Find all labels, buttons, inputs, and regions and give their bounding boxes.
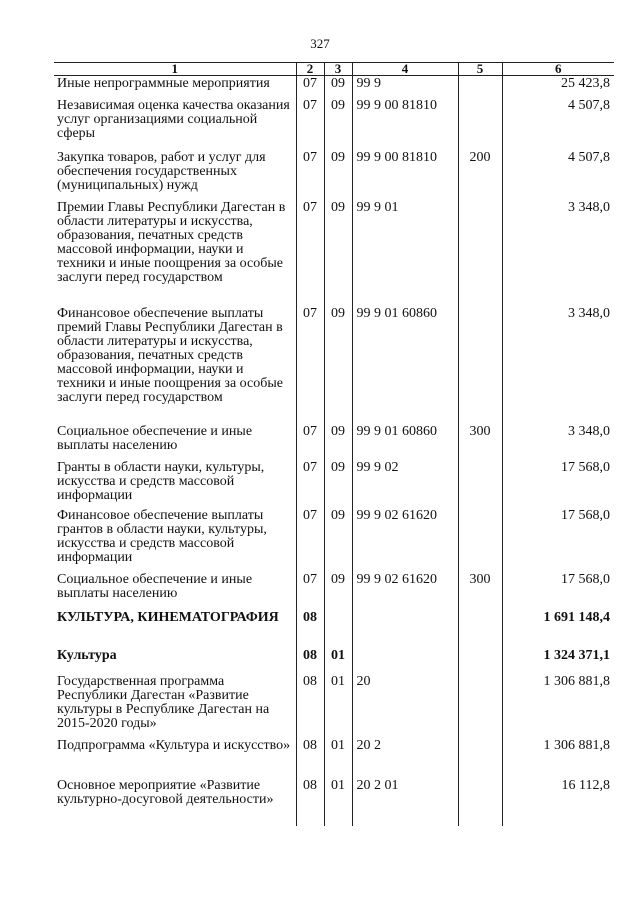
row-section: 07 — [296, 150, 324, 200]
row-section: 07 — [296, 508, 324, 572]
row-expense-type — [458, 674, 502, 738]
header-col-3: 3 — [324, 63, 352, 76]
row-subsection: 09 — [324, 572, 352, 610]
row-subsection — [324, 610, 352, 648]
header-col-5: 5 — [458, 63, 502, 76]
row-name: Подпрограмма «Культура и искусство» — [57, 737, 291, 753]
row-section: 07 — [296, 306, 324, 424]
row-section: 07 — [296, 424, 324, 460]
row-amount: 17 568,0 — [502, 460, 614, 508]
row-section: 08 — [296, 610, 324, 648]
table-row — [54, 648, 614, 674]
row-target-article: 99 9 02 61620 — [352, 572, 458, 610]
row-subsection: 09 — [324, 98, 352, 150]
row-section: 07 — [296, 572, 324, 610]
row-expense-type: 300 — [458, 572, 502, 610]
row-target-article: 20 2 01 — [352, 778, 458, 826]
table-row — [54, 610, 614, 648]
row-subsection: 09 — [324, 150, 352, 200]
row-target-article: 20 2 — [352, 738, 458, 778]
row-amount: 3 348,0 — [502, 306, 614, 424]
row-target-article: 99 9 — [352, 76, 458, 98]
row-section: 07 — [296, 460, 324, 508]
row-target-article — [352, 610, 458, 648]
row-name: Финансовое обеспечение выплаты грантов в области науки, культуры, искусства и средств массовой информации — [57, 507, 267, 565]
row-section: 08 — [296, 738, 324, 778]
row-expense-type — [458, 200, 502, 306]
row-name: Социальное обеспечение и иные выплаты населению — [57, 571, 253, 601]
row-subsection: 09 — [324, 460, 352, 508]
row-amount: 4 507,8 — [502, 98, 614, 150]
row-amount: 17 568,0 — [502, 572, 614, 610]
row-target-article: 20 — [352, 674, 458, 738]
row-expense-type: 300 — [458, 424, 502, 460]
row-expense-type — [458, 460, 502, 508]
row-expense-type — [458, 76, 502, 98]
row-section: 07 — [296, 98, 324, 150]
row-amount: 25 423,8 — [502, 76, 614, 98]
table-row — [54, 738, 614, 778]
row-name: Иные непрограммные мероприятия — [57, 76, 270, 91]
row-section: 08 — [296, 648, 324, 674]
table-row — [54, 508, 614, 572]
row-expense-type — [458, 508, 502, 572]
table-row — [54, 306, 614, 424]
table-row — [54, 150, 614, 200]
row-target-article: 99 9 02 — [352, 460, 458, 508]
row-name: Государственная программа Республики Дагестан «Развитие культуры в Республике Дагестан на 2015-2020 годы» — [57, 673, 270, 731]
header-col-4: 4 — [352, 63, 458, 76]
budget-table — [54, 62, 614, 826]
row-amount: 16 112,8 — [502, 778, 614, 826]
row-section: 08 — [296, 778, 324, 826]
row-subsection: 09 — [324, 76, 352, 98]
row-subsection: 09 — [324, 306, 352, 424]
table-row — [54, 76, 614, 98]
table-row — [54, 460, 614, 508]
row-subsection: 01 — [324, 738, 352, 778]
row-section: 07 — [296, 200, 324, 306]
row-name: Премии Главы Республики Дагестан в области литературы и искусства, образования, печатных средств массовой информации, науки и техники и иные поощрения за особые заслуги перед государством — [57, 199, 286, 285]
table-row — [54, 572, 614, 610]
row-subsection: 01 — [324, 778, 352, 826]
row-target-article: 99 9 01 60860 — [352, 424, 458, 460]
row-name: Независимая оценка качества оказания услуг организациями социальной сферы — [57, 97, 290, 141]
header-col-1: 1 — [54, 63, 296, 76]
row-name: Социальное обеспечение и иные выплаты населению — [57, 423, 253, 453]
row-expense-type — [458, 306, 502, 424]
header-col-2: 2 — [296, 63, 324, 76]
table-row — [54, 674, 614, 738]
row-amount: 1 306 881,8 — [502, 738, 614, 778]
table-header-row — [54, 63, 614, 76]
row-name: Основное мероприятие «Развитие культурно-досуговой деятельности» — [57, 777, 274, 807]
row-target-article: 99 9 00 81810 — [352, 150, 458, 200]
row-amount: 3 348,0 — [502, 424, 614, 460]
row-subsection: 01 — [324, 648, 352, 674]
row-name: Культура — [57, 647, 117, 663]
row-subsection: 09 — [324, 508, 352, 572]
row-expense-type: 200 — [458, 150, 502, 200]
page-number: 327 — [310, 36, 330, 51]
row-name: Закупка товаров, работ и услуг для обеспечения государственных (муниципальных) нужд — [57, 149, 266, 193]
row-section: 07 — [296, 76, 324, 98]
row-expense-type — [458, 98, 502, 150]
table-row — [54, 424, 614, 460]
row-expense-type — [458, 778, 502, 826]
row-amount: 17 568,0 — [502, 508, 614, 572]
row-amount: 4 507,8 — [502, 150, 614, 200]
row-target-article: 99 9 02 61620 — [352, 508, 458, 572]
table-row — [54, 98, 614, 150]
row-target-article: 99 9 01 60860 — [352, 306, 458, 424]
header-col-6: 6 — [502, 63, 614, 76]
row-subsection: 09 — [324, 424, 352, 460]
row-name: КУЛЬТУРА, КИНЕМАТОГРАФИЯ — [57, 609, 279, 625]
table-body — [54, 76, 614, 826]
row-expense-type — [458, 610, 502, 648]
row-amount: 1 691 148,4 — [502, 610, 614, 648]
row-subsection: 09 — [324, 200, 352, 306]
row-amount: 1 306 881,8 — [502, 674, 614, 738]
row-amount: 1 324 371,1 — [502, 648, 614, 674]
row-expense-type — [458, 648, 502, 674]
row-target-article — [352, 648, 458, 674]
table-row — [54, 778, 614, 826]
row-target-article: 99 9 01 — [352, 200, 458, 306]
row-subsection: 01 — [324, 674, 352, 738]
row-amount: 3 348,0 — [502, 200, 614, 306]
row-section: 08 — [296, 674, 324, 738]
row-name: Гранты в области науки, культуры, искусства и средств массовой информации — [57, 459, 265, 503]
row-name: Финансовое обеспечение выплаты премий Главы Республики Дагестан в области литературы и искусства, образования, печатных средств массовой информации, науки и техники и иные поощрения за особые заслуги перед государством — [57, 305, 283, 405]
row-expense-type — [458, 738, 502, 778]
table-row — [54, 200, 614, 306]
row-target-article: 99 9 00 81810 — [352, 98, 458, 150]
